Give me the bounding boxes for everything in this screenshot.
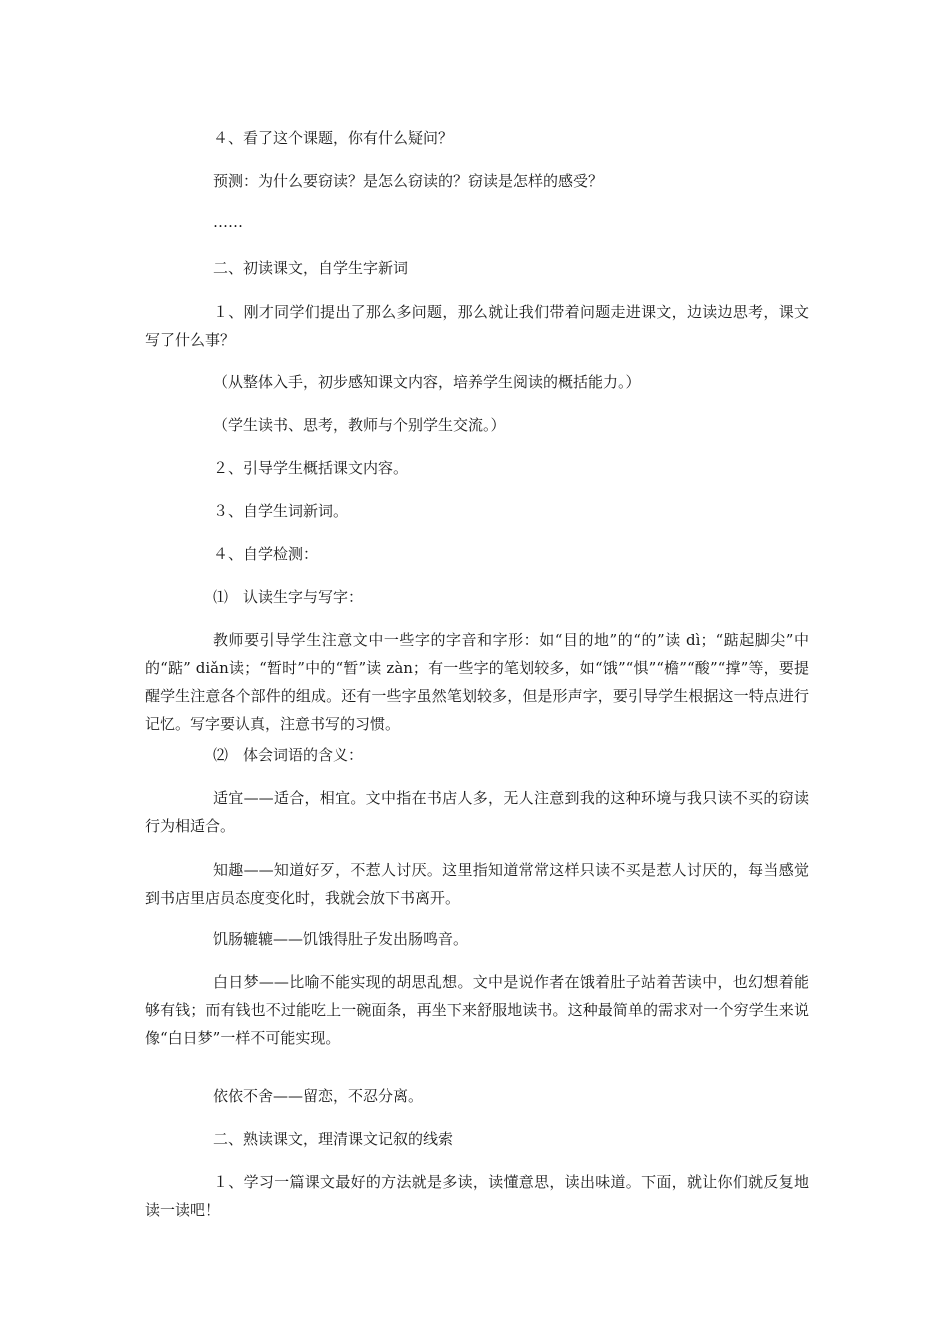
paragraph-sub-1: ⑴ 认读生字与写字：: [213, 588, 364, 606]
paragraph-word-jichang: 饥肠辘辘——饥饿得肚子发出肠鸣音。: [213, 930, 469, 948]
paragraph-reading-step-1: １、学习一篇课文最好的方法就是多读，读懂意思，读出味道。下面，就让你们就反复地读一读吧！: [145, 1173, 809, 1219]
section-heading-first-reading: 二、初读课文，自学生字新词: [213, 259, 409, 277]
paragraph-prediction: 预测：为什么要窃读？是怎么窃读的？窃读是怎样的感受？: [213, 172, 604, 190]
paragraph-ellipsis: ……: [213, 213, 243, 231]
paragraph-teacher-guidance: 教师要引导学生注意文中一些字的字音和字形：如“目的地”的“的”读 dì；“踮起脚尖”中的“踮” diǎn读；“暂时”中的“暂”读 zàn；有一些字的笔划较多，如“饿”“惧”“檐”“酸”“撑”等，要提醒学生注意各个部件的组成。还有一些字虽然笔划较多，但是形声字，要引导学生根据这一特点进行记忆。写字要认真，注意书写的习惯。: [145, 631, 809, 733]
paragraph-question-4: ４、看了这个课题，你有什么疑问？: [213, 129, 454, 147]
paragraph-sub-2: ⑵ 体会词语的含义：: [213, 746, 364, 764]
paragraph-step-4: ４、自学检测：: [213, 545, 319, 563]
section-heading-close-reading: 二、熟读课文，理清课文记叙的线索: [213, 1130, 454, 1148]
paragraph-note-students: （学生读书、思考，教师与个别学生交流。）: [213, 416, 506, 434]
paragraph-step-2: ２、引导学生概括课文内容。: [213, 459, 409, 477]
paragraph-word-bairimeng: 白日梦——比喻不能实现的胡思乱想。文中是说作者在饿着肚子站着苦读中，也幻想着能够有钱；而有钱也不过能吃上一碗面条，再坐下来舒服地读书。这种最简单的需求对一个穷学生来说像“白日梦”一样不可能实现。: [145, 973, 809, 1047]
paragraph-step-3: ３、自学生词新词。: [213, 502, 349, 520]
paragraph-word-shiyi: 适宜——适合，相宜。文中指在书店人多，无人注意到我的这种环境与我只读不买的窃读行为相适合。: [145, 789, 809, 835]
paragraph-step-1: １、刚才同学们提出了那么多问题，那么就让我们带着问题走进课文，边读边思考，课文写了什么事？: [145, 303, 809, 349]
paragraph-note-overall: （从整体入手，初步感知课文内容，培养学生阅读的概括能力。）: [213, 373, 641, 391]
paragraph-word-yiyi: 依依不舍——留恋，不忍分离。: [213, 1087, 424, 1105]
paragraph-word-zhiqu: 知趣——知道好歹，不惹人讨厌。这里指知道常常这样只读不买是惹人讨厌的，每当感觉到书店里店员态度变化时，我就会放下书离开。: [145, 861, 809, 907]
